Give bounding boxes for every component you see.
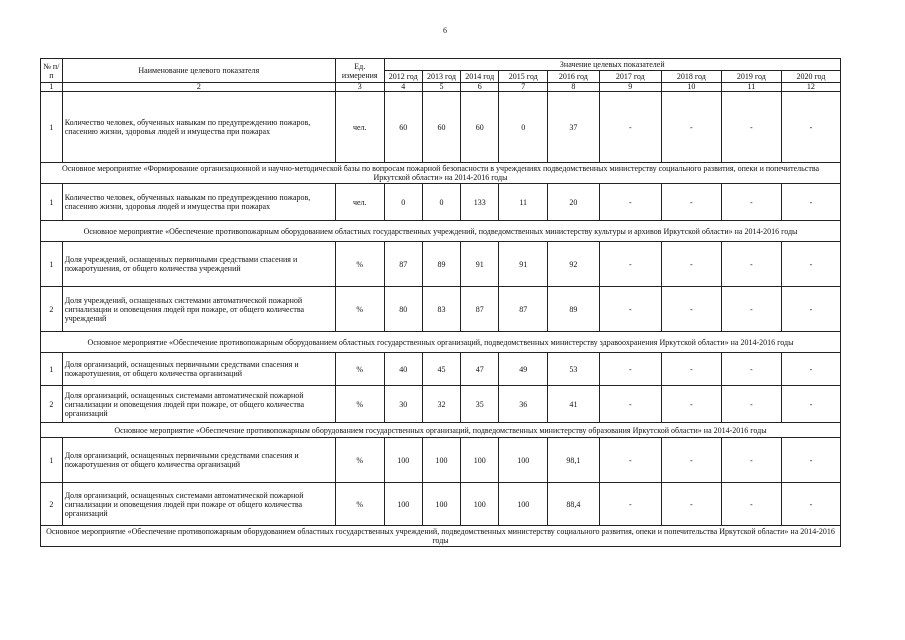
row-value: 89 bbox=[422, 242, 460, 287]
row-name: Доля организаций, оснащенных системами автоматической пожарной сигнализации и оповещения людей при пожаре от общего количества организаций bbox=[62, 483, 335, 526]
row-value: - bbox=[661, 287, 721, 332]
table-header-row bbox=[41, 59, 841, 71]
row-value: 100 bbox=[461, 438, 499, 483]
row-value: 36 bbox=[499, 386, 548, 423]
row-value: 89 bbox=[548, 287, 600, 332]
header-year: 2019 год bbox=[721, 71, 781, 83]
row-value: 92 bbox=[548, 242, 600, 287]
header-year: 2018 год bbox=[661, 71, 721, 83]
row-value: 0 bbox=[422, 184, 460, 221]
column-number: 1 bbox=[41, 83, 63, 92]
row-name: Доля организаций, оснащенных системами автоматической пожарной сигнализации и оповещения людей при пожаре, от общего количества организаций bbox=[62, 386, 335, 423]
table-row bbox=[41, 242, 841, 287]
row-value: - bbox=[599, 386, 661, 423]
row-value: 20 bbox=[548, 184, 600, 221]
row-value: - bbox=[599, 353, 661, 386]
column-number: 8 bbox=[548, 83, 600, 92]
row-value: 98,1 bbox=[548, 438, 600, 483]
section-row bbox=[41, 526, 841, 547]
row-value: 11 bbox=[499, 184, 548, 221]
row-num: 2 bbox=[41, 287, 63, 332]
table-row bbox=[41, 438, 841, 483]
header-values-group: Значение целевых показателей bbox=[384, 59, 840, 71]
header-year: 2015 год bbox=[499, 71, 548, 83]
row-value: 35 bbox=[461, 386, 499, 423]
section-title: Основное мероприятие «Обеспечение противопожарным оборудованием областных государственных учреждений, подведомственных министерству культуры и архивов Иркутской области» на 2014-2016 годы bbox=[41, 221, 841, 242]
page-number: 6 bbox=[443, 26, 447, 35]
header-year: 2020 год bbox=[781, 71, 840, 83]
row-unit: чел. bbox=[335, 184, 384, 221]
row-value: - bbox=[721, 438, 781, 483]
row-value: - bbox=[721, 483, 781, 526]
row-value: 30 bbox=[384, 386, 422, 423]
row-value: - bbox=[721, 386, 781, 423]
row-value: 91 bbox=[461, 242, 499, 287]
row-value: - bbox=[781, 353, 840, 386]
row-unit: % bbox=[335, 242, 384, 287]
row-value: - bbox=[661, 92, 721, 163]
row-value: 100 bbox=[422, 483, 460, 526]
row-value: 87 bbox=[384, 242, 422, 287]
row-num: 1 bbox=[41, 438, 63, 483]
row-num: 1 bbox=[41, 92, 63, 163]
row-name: Доля организаций, оснащенных первичными средствами спасения и пожаротушения от общего количества организаций bbox=[62, 438, 335, 483]
header-num: № п/п bbox=[41, 59, 63, 83]
section-row bbox=[41, 423, 841, 438]
row-value: - bbox=[599, 483, 661, 526]
column-number: 11 bbox=[721, 83, 781, 92]
row-unit: чел. bbox=[335, 92, 384, 163]
column-number: 2 bbox=[62, 83, 335, 92]
column-number: 4 bbox=[384, 83, 422, 92]
row-value: 100 bbox=[499, 438, 548, 483]
row-value: - bbox=[661, 242, 721, 287]
row-value: 32 bbox=[422, 386, 460, 423]
row-value: - bbox=[599, 438, 661, 483]
row-unit: % bbox=[335, 386, 384, 423]
row-value: 87 bbox=[499, 287, 548, 332]
table-row bbox=[41, 92, 841, 163]
row-value: 53 bbox=[548, 353, 600, 386]
header-year: 2012 год bbox=[384, 71, 422, 83]
row-value: 100 bbox=[461, 483, 499, 526]
row-name: Доля учреждений, оснащенных системами автоматической пожарной сигнализации и оповещения людей при пожаре, от общего количества учреждений bbox=[62, 287, 335, 332]
table-row bbox=[41, 353, 841, 386]
row-value: - bbox=[661, 483, 721, 526]
row-value: - bbox=[721, 353, 781, 386]
row-name: Доля организаций, оснащенных первичными средствами спасения и пожаротушения, от общего количества организаций bbox=[62, 353, 335, 386]
row-value: 133 bbox=[461, 184, 499, 221]
header-year: 2014 год bbox=[461, 71, 499, 83]
table-row bbox=[41, 184, 841, 221]
header-year: 2017 год bbox=[599, 71, 661, 83]
row-num: 1 bbox=[41, 353, 63, 386]
section-title: Основное мероприятие «Обеспечение противопожарным оборудованием областных государственных учреждений, подведомственных министерству социального развития, опеки и попечительства Иркутской области» на 2014-2016 годы bbox=[41, 526, 841, 547]
row-value: - bbox=[721, 242, 781, 287]
section-row bbox=[41, 332, 841, 353]
row-value: 0 bbox=[384, 184, 422, 221]
section-title: Основное мероприятие «Обеспечение противопожарным оборудованием государственных организаций, подведомственных министерству образования Иркутской области» на 2014-2016 годы bbox=[41, 423, 841, 438]
column-number-row bbox=[41, 83, 841, 92]
row-value: - bbox=[661, 353, 721, 386]
header-unit: Ед. измерения bbox=[335, 59, 384, 83]
row-value: - bbox=[599, 287, 661, 332]
row-value: 40 bbox=[384, 353, 422, 386]
table-row bbox=[41, 287, 841, 332]
row-name: Количество человек, обученных навыкам по предупреждению пожаров, спасению жизни, здоровья людей и имущества при пожарах bbox=[62, 184, 335, 221]
row-value: 100 bbox=[499, 483, 548, 526]
row-value: 100 bbox=[422, 438, 460, 483]
row-value: 91 bbox=[499, 242, 548, 287]
row-value: - bbox=[721, 92, 781, 163]
row-value: 37 bbox=[548, 92, 600, 163]
row-name: Количество человек, обученных навыкам по предупреждению пожаров, спасению жизни, здоровья людей и имущества при пожарах bbox=[62, 92, 335, 163]
row-value: 87 bbox=[461, 287, 499, 332]
row-value: - bbox=[781, 438, 840, 483]
header-year: 2013 год bbox=[422, 71, 460, 83]
row-value: 100 bbox=[384, 438, 422, 483]
row-value: - bbox=[781, 386, 840, 423]
row-value: 80 bbox=[384, 287, 422, 332]
row-value: - bbox=[781, 287, 840, 332]
row-value: - bbox=[721, 184, 781, 221]
row-value: 60 bbox=[422, 92, 460, 163]
row-value: - bbox=[599, 92, 661, 163]
section-row bbox=[41, 221, 841, 242]
row-value: 45 bbox=[422, 353, 460, 386]
column-number: 9 bbox=[599, 83, 661, 92]
row-num: 2 bbox=[41, 483, 63, 526]
row-value: - bbox=[661, 184, 721, 221]
row-value: - bbox=[661, 438, 721, 483]
column-number: 7 bbox=[499, 83, 548, 92]
row-num: 1 bbox=[41, 184, 63, 221]
row-num: 1 bbox=[41, 242, 63, 287]
row-value: - bbox=[599, 184, 661, 221]
row-value: 49 bbox=[499, 353, 548, 386]
header-year: 2016 год bbox=[548, 71, 600, 83]
row-value: - bbox=[721, 287, 781, 332]
row-value: 60 bbox=[461, 92, 499, 163]
column-number: 12 bbox=[781, 83, 840, 92]
table-row bbox=[41, 386, 841, 423]
indicators-table bbox=[40, 58, 841, 547]
column-number: 5 bbox=[422, 83, 460, 92]
row-unit: % bbox=[335, 287, 384, 332]
section-title: Основное мероприятие «Обеспечение противопожарным оборудованием областных государственных организаций, подведомственных министерству здравоохранения Иркутской области» на 2014-2016 годы bbox=[41, 332, 841, 353]
row-value: - bbox=[781, 483, 840, 526]
row-unit: % bbox=[335, 438, 384, 483]
column-number: 10 bbox=[661, 83, 721, 92]
row-value: 83 bbox=[422, 287, 460, 332]
row-value: - bbox=[599, 242, 661, 287]
row-value: 60 bbox=[384, 92, 422, 163]
section-row bbox=[41, 163, 841, 184]
header-name: Наименование целевого показателя bbox=[62, 59, 335, 83]
row-value: - bbox=[781, 92, 840, 163]
row-value: 88,4 bbox=[548, 483, 600, 526]
column-number: 3 bbox=[335, 83, 384, 92]
row-unit: % bbox=[335, 483, 384, 526]
row-value: - bbox=[781, 242, 840, 287]
row-value: 41 bbox=[548, 386, 600, 423]
row-unit: % bbox=[335, 353, 384, 386]
row-value: 0 bbox=[499, 92, 548, 163]
row-value: - bbox=[661, 386, 721, 423]
row-value: 100 bbox=[384, 483, 422, 526]
row-name: Доля учреждений, оснащенных первичными средствами спасения и пожаротушения, от общего количества учреждений bbox=[62, 242, 335, 287]
section-title: Основное мероприятие «Формирование организационной и научно-методической базы по вопросам пожарной безопасности в учреждениях подведомственных министерству социального развития, опеки и попечительства Иркутской области» на 2014-2016 годы bbox=[41, 163, 841, 184]
row-value: - bbox=[781, 184, 840, 221]
row-num: 2 bbox=[41, 386, 63, 423]
table-row bbox=[41, 483, 841, 526]
row-value: 47 bbox=[461, 353, 499, 386]
column-number: 6 bbox=[461, 83, 499, 92]
